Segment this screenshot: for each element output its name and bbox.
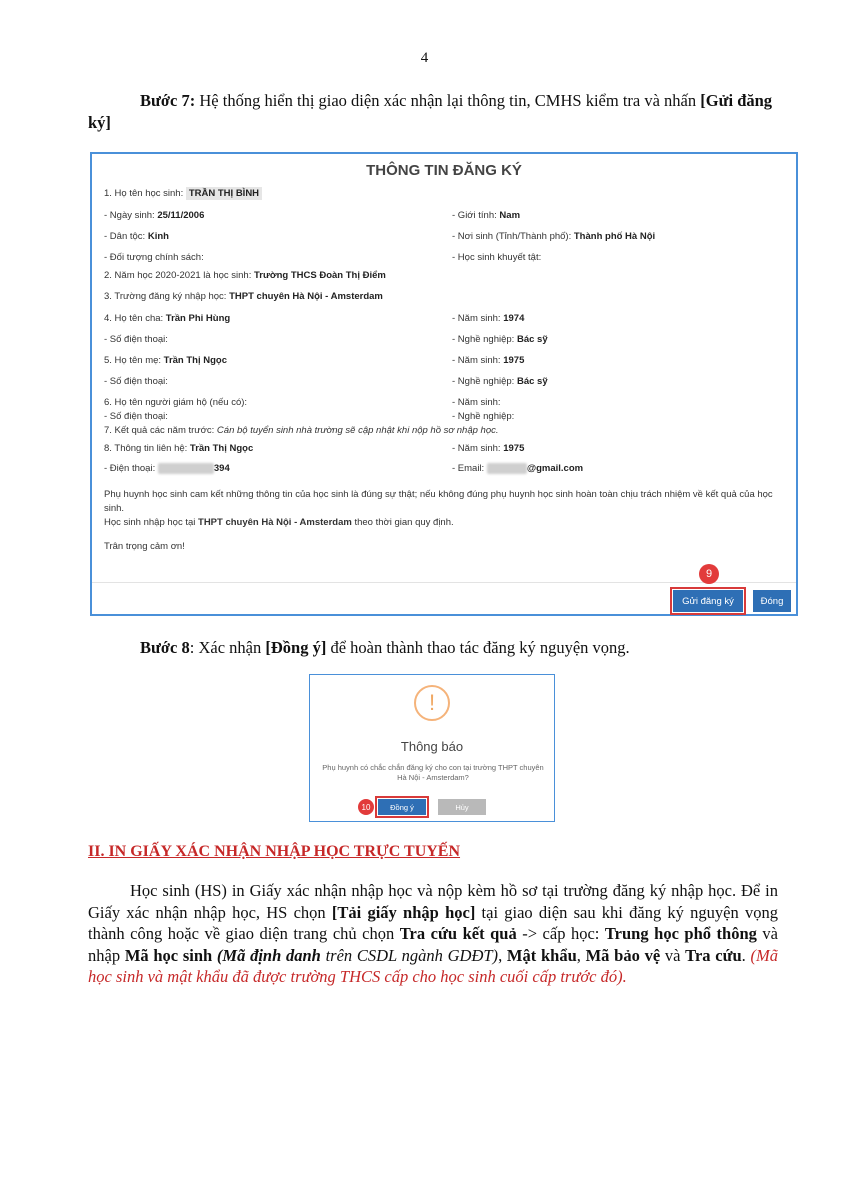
section-title: II. IN GIẤY XÁC NHẬN NHẬP HỌC TRỰC TUYẾN [88,843,461,860]
mother-birth-row: - Năm sinh: 1975 [452,355,525,366]
step8-paragraph: Bước 8: Xác nhận [Đồng ý] để hoàn thành thao tác đăng ký nguyện vọng. [140,638,630,657]
warning-icon: ! [414,685,450,721]
father-phone-row: - Số điện thoại: [104,334,168,345]
mother-job-row: - Nghề nghiệp: Bác sỹ [452,376,548,387]
step7-label: Bước 7: [140,91,196,110]
results-row: 7. Kết quả các năm trước: Cán bộ tuyển sinh nhà trường sẽ cập nhật khi nộp hồ sơ nhập học. [104,425,499,436]
confirm-dialog [309,674,555,822]
page-number: 4 [420,50,429,66]
student-name-row: 1. Họ tên học sinh: TRẦN THỊ BÌNH [104,188,262,199]
step7-action: [Gửi đăng ký] [88,91,773,132]
close-button[interactable]: Đóng [753,590,791,612]
contact-row: 8. Thông tin liên hệ: Trần Thị Ngọc [104,443,254,454]
registration-title: THÔNG TIN ĐĂNG KÝ [366,162,522,179]
registration-info-panel [90,152,798,616]
dialog-title: Thông báo [400,739,464,754]
step-badge-9: 9 [699,564,719,584]
contact-birth-row: - Năm sinh: 1975 [452,443,525,454]
guardian-birth-row: - Năm sinh: [452,397,501,408]
gender-row: - Giới tính: Nam [452,210,521,221]
ethnic-row: - Dân tộc: Kinh [104,231,169,242]
guardian-row: 6. Họ tên người giám hộ (nếu có): [104,397,248,408]
step8-action: [Đồng ý] [265,638,327,657]
mother-phone-row: - Số điện thoại: [104,376,168,387]
guardian-job-row: - Nghề nghiệp: [452,411,515,422]
step7-text: Hệ thống hiển thị giao diện xác nhận lại thông tin, CMHS kiểm tra và nhấn [195,91,701,110]
step8-label: Bước 8 [140,638,190,657]
step7-paragraph [88,90,778,134]
target-school-row: 3. Trường đăng ký nhập học: THPT chuyên Hà Nội - Amsterdam [104,291,383,302]
footer-divider [92,582,796,583]
phone-row: - Điện thoại: 394 [104,463,230,475]
father-birth-row: - Năm sinh: 1974 [452,313,525,324]
cancel-button[interactable]: Hủy [438,799,486,815]
step-badge-10: 10 [358,799,374,815]
disabled-row: - Học sinh khuyết tật: [452,252,542,263]
email-row: - Email: @gmail.com [452,463,584,475]
mother-row: 5. Họ tên mẹ: Trần Thị Ngọc [104,355,228,366]
redacted-email [487,463,527,474]
instructions-paragraph: Học sinh (HS) in Giấy xác nhận nhập học và nộp kèm hồ sơ tại trường đăng ký nhập học. Để in Giấy xác nhận nhập học, HS chọn [Tải giấy nhập học] tại giao diện sau khi đăng ký nguyện vọng thành công hoặc về giao diện trang chủ chọn Tra cứu kết quả -> cấp học: Trung học phổ thông và nhập Mã học sinh (Mã định danh trên CSDL ngành GDĐT), Mật khẩu, Mã bảo vệ và Tra cứu. (Mã học sinh và mật khẩu đã được trường THCS cấp cho học sinh cuối cấp trước đó). [88,881,779,986]
commitment-text: Phụ huynh học sinh cam kết những thông tin của học sinh là đúng sự thật; nếu không đúng phụ huynh học sinh hoàn toàn chịu trách nhiệm về kết quả của học sinh. [104,489,773,514]
regards-text: Trân trọng cảm ơn! [104,541,185,552]
note-red: (Mã học sinh và mật khẩu đã được trường THCS cấp cho học sinh cuối cấp trước đó). [88,945,779,986]
confirm-button[interactable]: Đồng ý [378,799,426,815]
dialog-message: Phụ huynh có chắc chắn đăng ký cho con tại trường THPT chuyên Hà Nội - Amsterdam? [322,763,544,782]
submit-registration-button[interactable]: Gửi đăng ký [673,590,743,612]
father-job-row: - Nghề nghiệp: Bác sỹ [452,334,548,345]
student-name: TRẦN THỊ BÌNH [186,187,262,200]
dob-row: - Ngày sinh: 25/11/2006 [104,210,205,221]
enrollment-text: Học sinh nhập học tại THPT chuyên Hà Nội - Amsterdam theo thời gian quy định. [104,517,454,528]
policy-row: - Đối tượng chính sách: [104,252,204,263]
father-row: 4. Họ tên cha: Trần Phi Hùng [104,313,231,324]
guardian-phone-row: - Số điện thoại: [104,411,168,422]
birthplace-row: - Nơi sinh (Tỉnh/Thành phố): Thành phố Hà Nội [452,231,656,242]
school-year-row: 2. Năm học 2020-2021 là học sinh: Trường THCS Đoàn Thị Điểm [104,270,386,281]
redacted-phone [158,463,214,474]
